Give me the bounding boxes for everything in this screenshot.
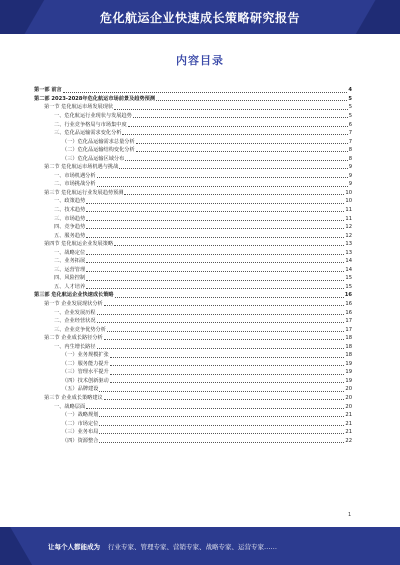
toc-entry-page: 18 xyxy=(345,343,352,350)
toc-entry-page: 12 xyxy=(345,232,352,239)
toc-entry[interactable] xyxy=(34,205,352,214)
toc-entry-page: 19 xyxy=(345,377,352,384)
header-decoration-left xyxy=(0,0,60,34)
toc-leader-dots xyxy=(110,374,345,375)
toc-entry-page: 13 xyxy=(345,249,352,256)
toc-leader-dots xyxy=(110,382,345,383)
toc-entry-page: 21 xyxy=(345,429,352,436)
toc-leader-dots xyxy=(99,416,344,417)
toc-leader-dots xyxy=(97,322,345,323)
toc-entry-page: 16 xyxy=(345,309,352,316)
toc-entry[interactable] xyxy=(34,333,352,342)
page-header xyxy=(0,0,400,34)
toc-entry[interactable] xyxy=(34,145,352,154)
toc-entry-text: （二）危化品运输结构变化分析 xyxy=(62,147,135,154)
toc-leader-dots xyxy=(97,177,348,178)
toc-entry[interactable] xyxy=(34,119,352,128)
toc-entry[interactable] xyxy=(34,94,352,103)
toc-leader-dots xyxy=(114,109,348,110)
toc-leader-dots xyxy=(136,143,348,144)
toc-leader-dots xyxy=(104,305,345,306)
toc-entry-page: 11 xyxy=(345,207,352,213)
toc-entry[interactable] xyxy=(34,307,352,316)
toc-entry-page: 21 xyxy=(345,412,352,419)
toc-entry-text: 五、服务趋势 xyxy=(54,232,86,239)
toc-entry[interactable] xyxy=(34,111,352,120)
toc-entry[interactable] xyxy=(34,427,352,436)
toc-entry-text: 一、战略定位 xyxy=(54,249,86,256)
toc-entry-page: 15 xyxy=(345,283,352,290)
toc-leader-dots xyxy=(99,425,344,426)
toc-entry-page: 18 xyxy=(345,352,352,359)
toc-entry-text: 四、竞争趋势 xyxy=(54,224,86,231)
toc-entry[interactable] xyxy=(34,256,352,265)
footer-decoration xyxy=(0,527,36,565)
toc-entry[interactable] xyxy=(34,299,352,308)
toc-entry-text: 一、危化航运行业现状与发展趋势 xyxy=(54,112,132,119)
toc-entry-text: 二、技术趋势 xyxy=(54,207,86,213)
toc-leader-dots xyxy=(128,126,348,127)
toc-entry-text: （三）危化品运输区域分布 xyxy=(62,155,125,162)
toc-leader-dots xyxy=(115,297,344,298)
toc-entry-text: 一、市场机遇分析 xyxy=(54,172,96,179)
toc-entry-page: 5 xyxy=(348,112,352,119)
header-decoration-right xyxy=(340,0,400,34)
toc-entry[interactable] xyxy=(34,213,352,222)
toc-entry-page: 4 xyxy=(348,87,352,94)
toc-entry-text: 一、内生增长路径 xyxy=(54,343,96,350)
toc-entry[interactable] xyxy=(34,239,352,248)
toc-entry[interactable] xyxy=(34,188,352,197)
toc-entry-text: 第一节 企业发展现状分析 xyxy=(44,301,103,308)
toc-entry[interactable] xyxy=(34,102,352,111)
toc-leader-dots xyxy=(97,348,345,349)
toc-entry[interactable] xyxy=(34,341,352,350)
toc-entry-text: 第四节 危化航运企业发展策略 xyxy=(44,241,114,248)
toc-leader-dots xyxy=(124,194,344,195)
toc-entry-page: 22 xyxy=(345,437,352,444)
toc-entry[interactable] xyxy=(34,401,352,410)
toc-entry-page: 20 xyxy=(345,403,352,410)
toc-entry-page: 5 xyxy=(348,95,352,102)
footer-roles: 行业专家、管理专家、营销专家、战略专家、运营专家…… xyxy=(108,542,277,551)
toc-leader-dots xyxy=(63,92,348,93)
toc-entry[interactable] xyxy=(34,359,352,368)
toc-entry-text: 第二部 2023-2028年危化航运市场前景及趋势预测 xyxy=(34,95,156,102)
toc-entry-text: （一）战略规划 xyxy=(62,412,99,419)
report-title: 危化航运企业快速成长策略研究报告 xyxy=(99,10,300,25)
toc-entry-text: （三）管理水平提升 xyxy=(62,369,109,376)
toc-entry-text: 三、运营管理 xyxy=(54,266,86,273)
toc-entry-page: 16 xyxy=(344,292,352,299)
toc-entry-text: 第三节 危化航运行业发展趋势预测 xyxy=(44,189,124,196)
toc-entry-text: （三）业务布局 xyxy=(62,429,99,436)
toc-entry-page: 9 xyxy=(348,181,352,188)
footer-slogan: 让每个人都能成为 xyxy=(48,542,100,551)
toc-leader-dots xyxy=(99,433,344,434)
toc-leader-dots xyxy=(86,237,344,238)
toc-leader-dots xyxy=(86,262,344,263)
toc-entry[interactable] xyxy=(34,85,352,94)
toc-leader-dots xyxy=(136,151,348,152)
toc-leader-dots xyxy=(119,168,347,169)
toc-entry[interactable] xyxy=(34,290,352,299)
toc-entry-text: （五）品牌建设 xyxy=(62,386,99,393)
toc-entry-text: 四、风险控制 xyxy=(54,275,86,282)
toc-entry[interactable] xyxy=(34,170,352,179)
toc-leader-dots xyxy=(156,100,347,101)
toc-entry-page: 14 xyxy=(345,258,352,265)
toc-entry[interactable] xyxy=(34,410,352,419)
toc-leader-dots xyxy=(122,134,347,135)
toc-entry-text: （一）业务规模扩张 xyxy=(62,352,109,359)
toc-entry-page: 9 xyxy=(348,164,352,171)
toc-entry-text: （四）资源整合 xyxy=(62,437,99,444)
toc-leader-dots xyxy=(110,357,345,358)
toc-entry-page: 10 xyxy=(345,198,352,205)
toc-entry[interactable] xyxy=(34,384,352,393)
toc-entry[interactable] xyxy=(34,136,352,145)
toc-entry-text: 一、战略层面 xyxy=(54,403,86,410)
toc-leader-dots xyxy=(114,245,344,246)
toc-entry-page: 16 xyxy=(345,301,352,308)
toc-entry-page: 12 xyxy=(345,224,352,231)
toc-entry-page: 15 xyxy=(345,275,352,282)
toc-entry-text: 第三部 危化航运企业快速成长策略 xyxy=(34,292,114,299)
toc-leader-dots xyxy=(107,331,345,332)
toc-entry[interactable] xyxy=(34,230,352,239)
table-of-contents xyxy=(34,85,352,444)
toc-entry[interactable] xyxy=(34,247,352,256)
toc-leader-dots xyxy=(97,186,348,187)
toc-entry-text: 三、危化品运输需求变化分析 xyxy=(54,130,122,137)
toc-entry-text: （四）技术创新驱动 xyxy=(62,377,109,384)
toc-entry-page: 17 xyxy=(345,318,352,325)
page-footer xyxy=(0,527,400,565)
toc-entry-page: 7 xyxy=(348,130,352,137)
toc-leader-dots xyxy=(86,211,344,212)
toc-title: 内容目录 xyxy=(176,54,224,67)
toc-entry[interactable] xyxy=(34,222,352,231)
toc-entry-text: （二）市场定位 xyxy=(62,420,99,427)
toc-entry[interactable] xyxy=(34,435,352,444)
toc-entry-text: （二）服务能力提升 xyxy=(62,360,109,367)
toc-entry-text: 二、市场挑战分析 xyxy=(54,181,96,188)
toc-entry-page: 21 xyxy=(345,420,352,427)
toc-leader-dots xyxy=(86,254,344,255)
toc-entry[interactable] xyxy=(34,179,352,188)
toc-entry[interactable] xyxy=(34,273,352,282)
toc-entry-text: （一）危化品运输需求总量分析 xyxy=(62,138,135,145)
toc-leader-dots xyxy=(133,117,348,118)
toc-entry[interactable] xyxy=(34,393,352,402)
toc-entry[interactable] xyxy=(34,418,352,427)
toc-entry-text: 第二节 危化航运市场机遇与挑战 xyxy=(44,164,119,171)
toc-leader-dots xyxy=(86,288,344,289)
toc-entry[interactable] xyxy=(34,196,352,205)
toc-entry-page: 8 xyxy=(348,147,352,154)
toc-entry[interactable] xyxy=(34,153,352,162)
toc-entry-page: 7 xyxy=(348,138,352,145)
toc-entry-page: 9 xyxy=(348,172,352,179)
toc-entry[interactable] xyxy=(34,316,352,325)
toc-entry-page: 6 xyxy=(348,121,352,128)
toc-entry-page: 20 xyxy=(345,395,352,402)
toc-entry[interactable] xyxy=(34,376,352,385)
toc-entry-text: 二、行业竞争格局与市场集中度 xyxy=(54,121,127,128)
toc-entry-page: 10 xyxy=(345,189,352,196)
toc-leader-dots xyxy=(86,408,344,409)
toc-entry-page: 11 xyxy=(345,215,352,222)
toc-entry[interactable] xyxy=(34,367,352,376)
toc-entry-text: 三、企业竞争优势分析 xyxy=(54,326,106,333)
toc-leader-dots xyxy=(99,442,344,443)
toc-leader-dots xyxy=(86,203,344,204)
toc-leader-dots xyxy=(99,391,344,392)
toc-entry-text: 二、企业经营状况 xyxy=(54,318,96,325)
toc-entry[interactable] xyxy=(34,324,352,333)
toc-entry-page: 17 xyxy=(345,326,352,333)
toc-entry-page: 8 xyxy=(348,155,352,162)
toc-entry-text: 第二节 企业成长路径分析 xyxy=(44,335,103,342)
toc-entry[interactable] xyxy=(34,162,352,171)
toc-entry[interactable] xyxy=(34,350,352,359)
toc-entry-text: 二、业务拓展 xyxy=(54,258,86,265)
toc-leader-dots xyxy=(86,271,344,272)
toc-entry-text: 第三节 企业成长策略建议 xyxy=(44,395,103,402)
toc-entry-page: 20 xyxy=(345,386,352,393)
toc-leader-dots xyxy=(97,314,345,315)
toc-entry-text: 三、市场趋势 xyxy=(54,215,86,222)
page-number: 1 xyxy=(348,512,352,518)
toc-entry-page: 5 xyxy=(348,104,352,111)
toc-entry-page: 19 xyxy=(345,369,352,376)
toc-leader-dots xyxy=(125,160,347,161)
toc-leader-dots xyxy=(86,220,344,221)
toc-leader-dots xyxy=(104,399,345,400)
toc-leader-dots xyxy=(104,339,345,340)
toc-leader-dots xyxy=(110,365,345,366)
toc-entry[interactable] xyxy=(34,282,352,291)
toc-entry-page: 19 xyxy=(345,360,352,367)
toc-entry-page: 14 xyxy=(345,266,352,273)
toc-entry-text: 第一部 前言 xyxy=(34,87,62,94)
toc-entry-page: 13 xyxy=(345,241,352,248)
toc-entry[interactable] xyxy=(34,264,352,273)
toc-entry-page: 18 xyxy=(345,335,352,342)
toc-leader-dots xyxy=(86,228,344,229)
toc-entry[interactable] xyxy=(34,128,352,137)
toc-entry-text: 第一节 危化航运市场发展现状 xyxy=(44,104,114,111)
toc-leader-dots xyxy=(86,280,344,281)
toc-entry-text: 五、人才培养 xyxy=(54,283,86,290)
toc-entry-text: 一、企业发展历程 xyxy=(54,309,96,316)
toc-entry-text: 一、政策趋势 xyxy=(54,198,86,205)
